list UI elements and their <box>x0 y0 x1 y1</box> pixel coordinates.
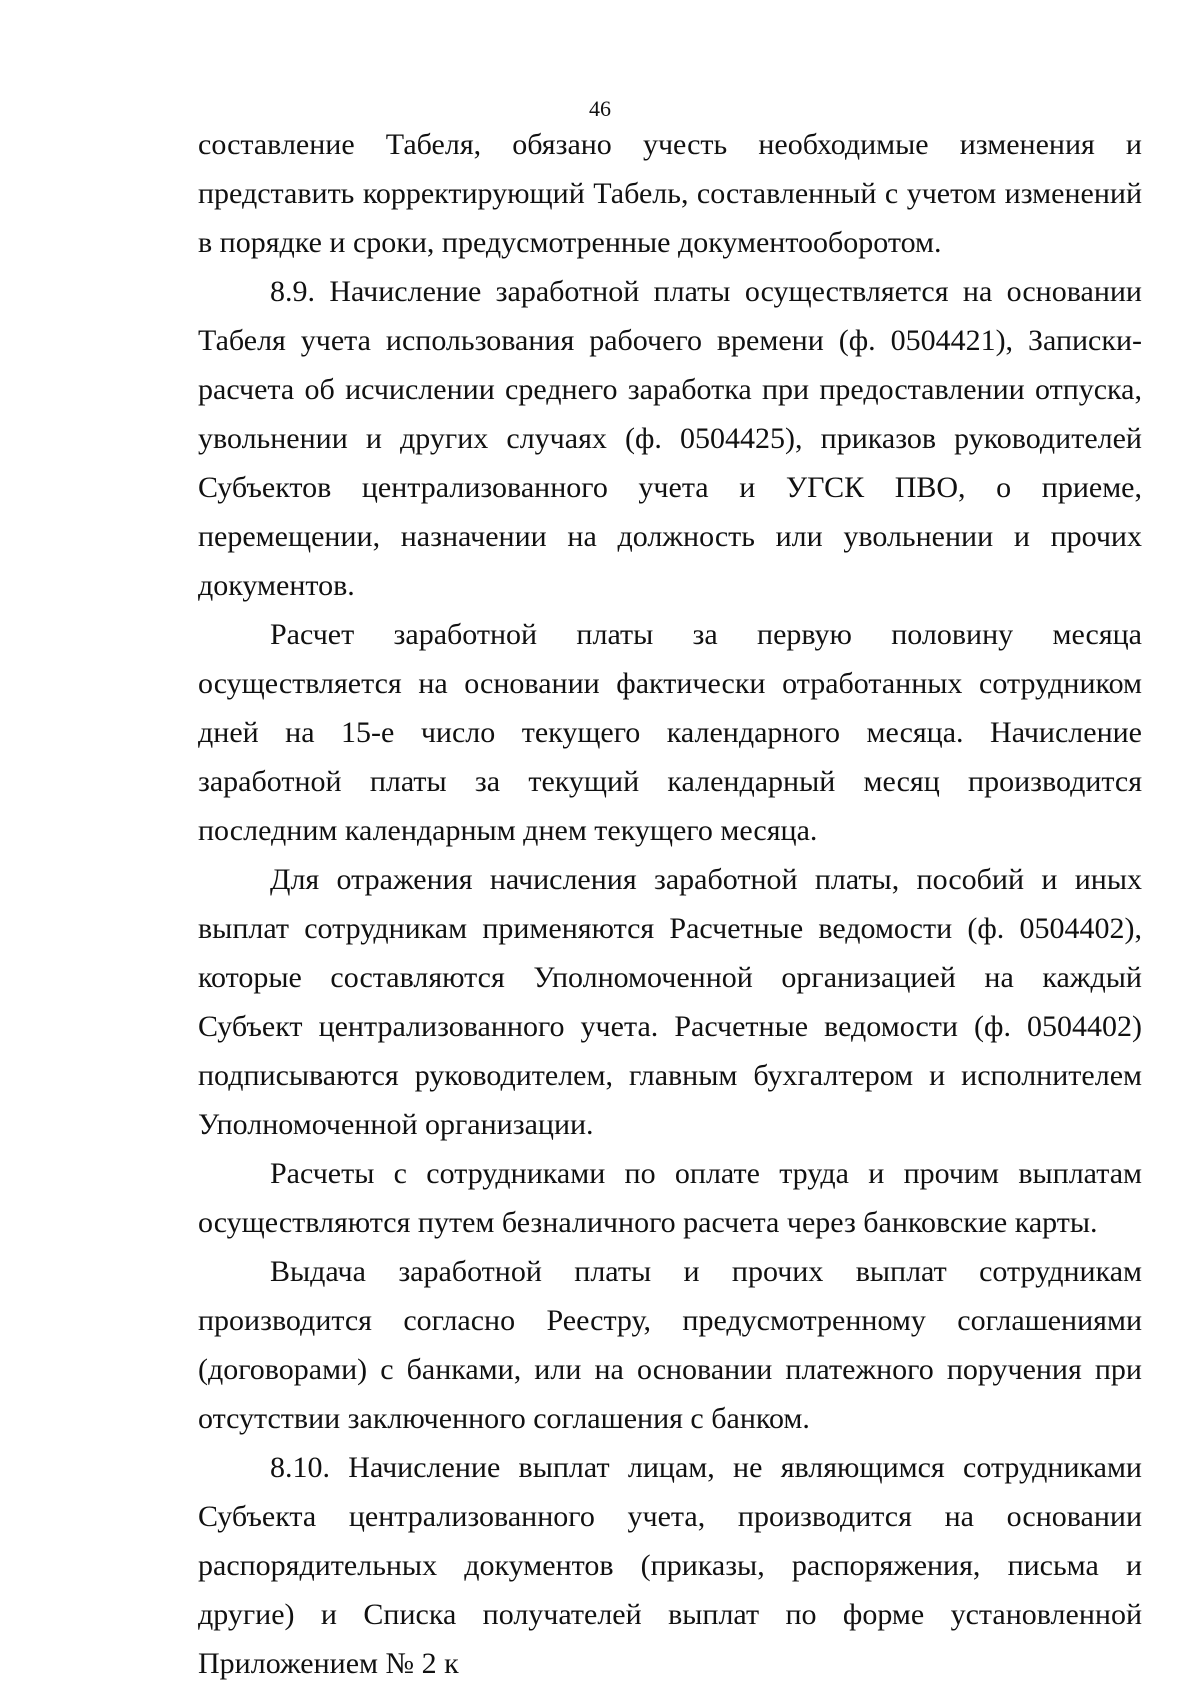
paragraph-payroll-statements: Для отражения начисления заработной платы, пособий и иных выплат сотрудникам применяются Расчетные ведомости (ф. 0504402), которые составляются Уполномоченной организацией на каждый Субъект централизованного учета. Расчетные ведомости (ф. 0504402) подписываются руководителем, главным бухгалтером и исполнителем Уполномоченной организации. <box>198 863 1142 1141</box>
paragraph-settlements: Расчеты с сотрудниками по оплате труда и прочим выплатам осуществляются путем безналичного расчета через банковские карты. <box>198 1157 1142 1239</box>
paragraph-8-10: 8.10. Начисление выплат лицам, не являющимся сотрудниками Субъекта централизованного учета, производится на основании распорядительных документов (приказы, распоряжения, письма и другие) и Списка получателей выплат по форме установленной Приложением № 2 к <box>198 1451 1142 1680</box>
page-number: 46 <box>589 96 611 121</box>
paragraph-salary-calculation: Расчет заработной платы за первую половину месяца осуществляется на основании фактически отработанных сотрудником дней на 15-е число текущего календарного месяца. Начисление заработной платы за текущий календарный месяц производится последним календарным днем текущего месяца. <box>198 618 1142 847</box>
paragraph-8-9: 8.9. Начисление заработной платы осуществляется на основании Табеля учета использования рабочего времени (ф. 0504421), Записки-расчета об исчислении среднего заработка при предоставлении отпуска, увольнении и других случаях (ф. 0504425), приказов руководителей Субъектов централизованного учета и УГСК ПВО, о приеме, перемещении, назначении на должность или увольнении и прочих документов. <box>198 275 1142 602</box>
document-body <box>198 120 1142 1688</box>
paragraph-continuation: составление Табеля, обязано учесть необходимые изменения и представить корректирующий Табель, составленный с учетом изменений в порядке и сроки, предусмотренные документооборотом. <box>198 128 1142 259</box>
paragraph-salary-payout: Выдача заработной платы и прочих выплат сотрудникам производится согласно Реестру, предусмотренному соглашениями (договорами) с банками, или на основании платежного поручения при отсутствии заключенного соглашения с банком. <box>198 1255 1142 1435</box>
